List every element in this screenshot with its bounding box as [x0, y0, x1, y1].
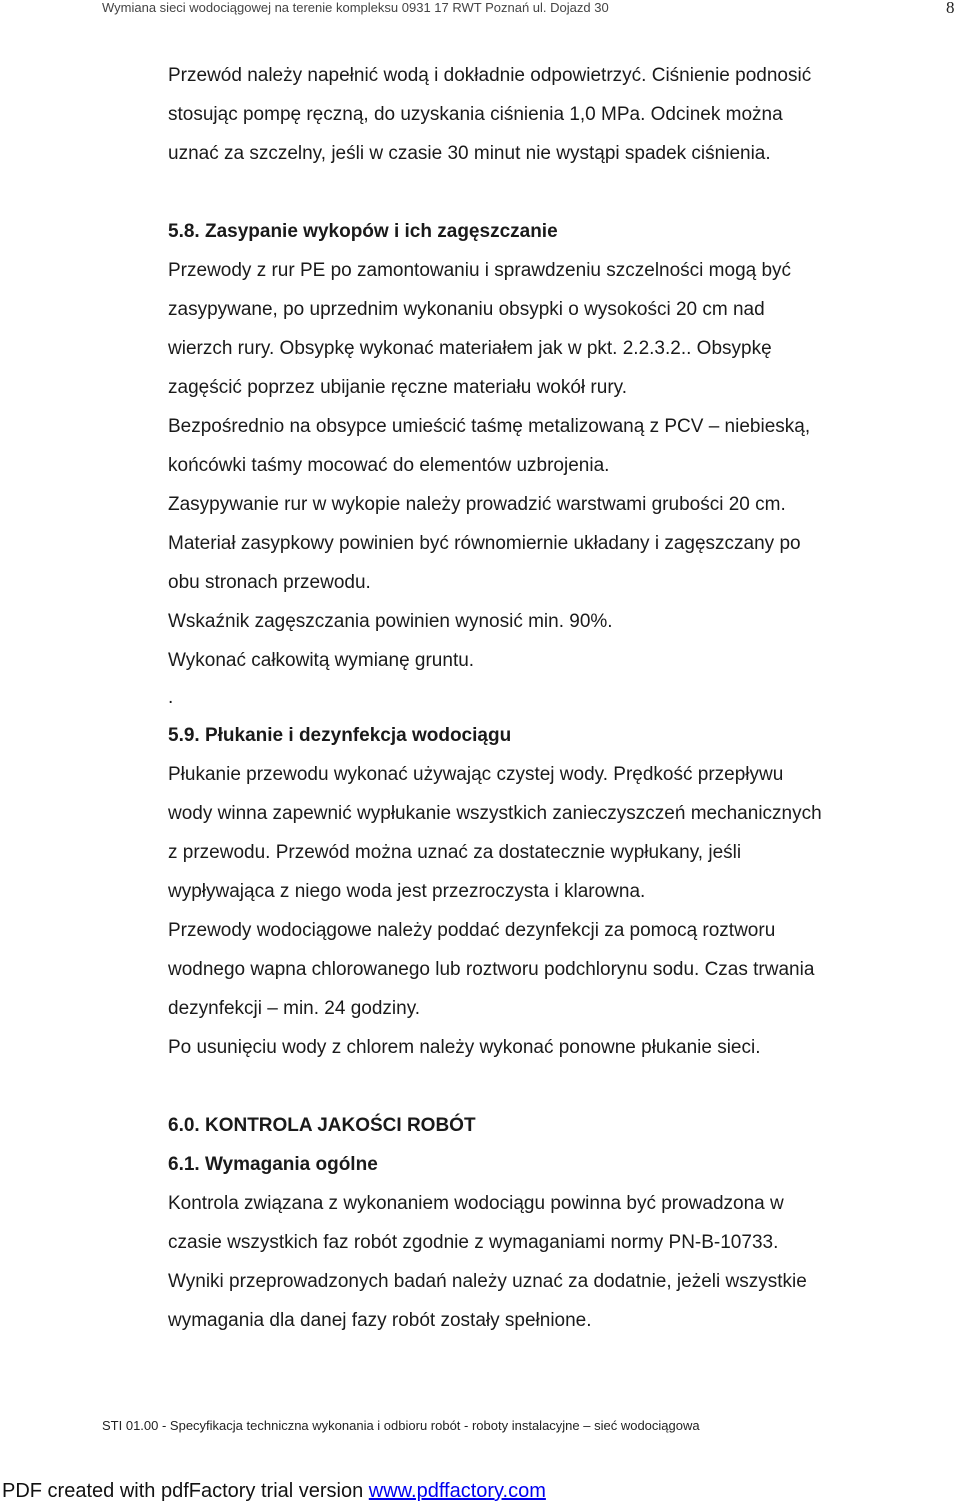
paragraph-line: wody winna zapewnić wypłukanie wszystkich zanieczyszczeń mechanicznych [168, 803, 822, 824]
pdf-watermark-text: PDF created with pdfFactory trial version [2, 1480, 369, 1502]
paragraph-line: uznać za szczelny, jeśli w czasie 30 minut nie wystąpi spadek ciśnienia. [168, 143, 771, 164]
paragraph-line: wodnego wapna chlorowanego lub roztworu podchlorynu sodu. Czas trwania [168, 959, 815, 980]
running-header: Wymiana sieci wodociągowej na terenie kompleksu 0931 17 RWT Poznań ul. Dojazd 30 [102, 0, 609, 15]
section-heading-5-9: 5.9. Płukanie i dezynfekcja wodociągu [168, 725, 512, 746]
paragraph-line: wypływająca z niego woda jest przezroczysta i klarowna. [168, 881, 646, 902]
pdffactory-link[interactable]: www.pdffactory.com [368, 1480, 546, 1502]
paragraph-line: obu stronach przewodu. [168, 572, 371, 593]
paragraph-line: stosując pompę ręczną, do uzyskania ciśnienia 1,0 MPa. Odcinek można [168, 104, 783, 125]
paragraph-line: wymagania dla danej fazy robót zostały spełnione. [168, 1310, 592, 1331]
pdf-watermark [2, 1480, 546, 1503]
paragraph-line: końcówki taśmy mocować do elementów uzbrojenia. [168, 455, 610, 476]
paragraph-line: Wskaźnik zagęszczania powinien wynosić min. 90%. [168, 611, 613, 632]
stray-dot: . [168, 687, 174, 708]
paragraph-line: dezynfekcji – min. 24 godziny. [168, 998, 421, 1019]
paragraph-line: Przewody wodociągowe należy poddać dezynfekcji za pomocą roztworu [168, 920, 776, 941]
paragraph-line: czasie wszystkich faz robót zgodnie z wymaganiami normy PN-B-10733. [168, 1232, 779, 1253]
section-heading-5-8: 5.8. Zasypanie wykopów i ich zagęszczanie [168, 221, 558, 242]
paragraph-line: Bezpośrednio na obsypce umieścić taśmę metalizowaną z PCV – niebieską, [168, 416, 811, 437]
paragraph-line: Kontrola związana z wykonaniem wodociągu powinna być prowadzona w [168, 1193, 784, 1214]
paragraph-line: Po usunięciu wody z chlorem należy wykonać ponowne płukanie sieci. [168, 1037, 761, 1058]
paragraph-line: zasypywane, po uprzednim wykonaniu obsypki o wysokości 20 cm nad [168, 299, 765, 320]
paragraph-line: zagęścić poprzez ubijanie ręczne materiału wokół rury. [168, 377, 628, 398]
paragraph-line: Wyniki przeprowadzonych badań należy uznać za dodatnie, jeżeli wszystkie [168, 1271, 807, 1292]
running-footer: STI 01.00 - Specyfikacja techniczna wykonania i odbioru robót - roboty instalacyjne – sieć wodociągowa [102, 1418, 700, 1433]
paragraph-line: z przewodu. Przewód można uznać za dostatecznie wypłukany, jeśli [168, 842, 742, 863]
paragraph-line: Płukanie przewodu wykonać używając czystej wody. Prędkość przepływu [168, 764, 784, 785]
paragraph-line: wierzch rury. Obsypkę wykonać materiałem jak w pkt. 2.2.3.2.. Obsypkę [168, 338, 772, 359]
paragraph-line: Wykonać całkowitą wymianę gruntu. [168, 650, 475, 671]
section-heading-6-1: 6.1. Wymagania ogólne [168, 1154, 378, 1175]
section-heading-6-0: 6.0. KONTROLA JAKOŚCI ROBÓT [168, 1115, 476, 1136]
page-number: 8 [946, 0, 955, 17]
paragraph-line: Materiał zasypkowy powinien być równomiernie układany i zagęszczany po [168, 533, 801, 554]
paragraph-line: Zasypywanie rur w wykopie należy prowadzić warstwami grubości 20 cm. [168, 494, 786, 515]
document-body [168, 56, 958, 1340]
paragraph-line: Przewód należy napełnić wodą i dokładnie odpowietrzyć. Ciśnienie podnosić [168, 65, 812, 86]
paragraph-line: Przewody z rur PE po zamontowaniu i sprawdzeniu szczelności mogą być [168, 260, 792, 281]
